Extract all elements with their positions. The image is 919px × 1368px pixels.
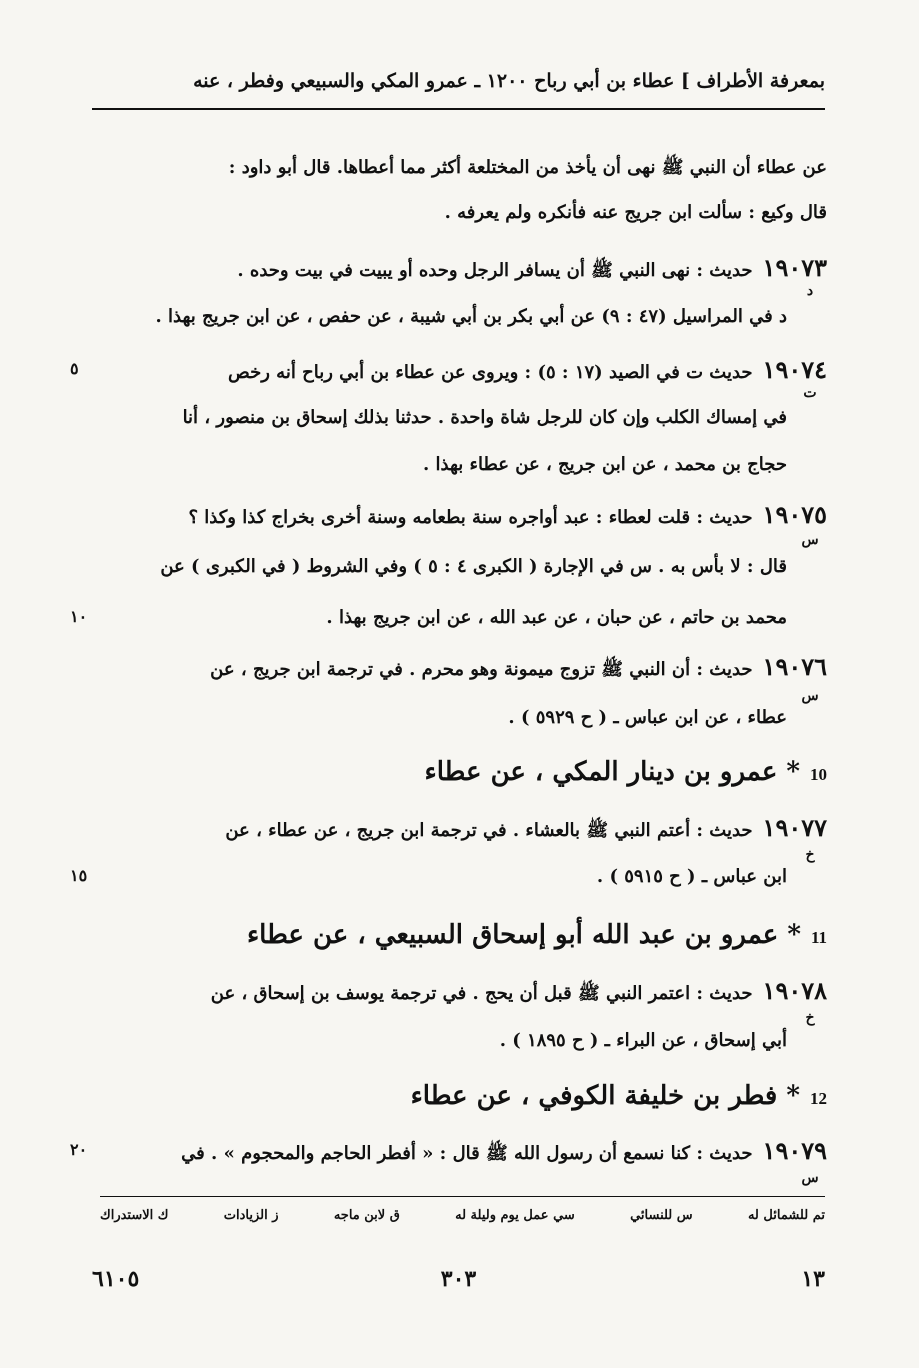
page-number-center: ٣٠٣ xyxy=(440,1266,477,1292)
section-number: 12 xyxy=(810,1089,827,1108)
line-number: ٢٠ xyxy=(70,1140,88,1159)
source-mark: س xyxy=(801,688,819,704)
page-number-left: ٦١٠٥ xyxy=(92,1266,140,1292)
footnote-item: تم للشمائل له xyxy=(747,1208,825,1223)
page-numbers xyxy=(92,1266,825,1296)
source-mark: خ xyxy=(805,847,815,863)
text-line: قال : لا بأس به . س في الإجارة ( الكبرى ٤ : ٥ ) وفي الشروط ( في الكبرى ) عن xyxy=(160,556,787,577)
hadith-entry-19079 xyxy=(97,1136,827,1169)
text-line: أبي إسحاق ، عن البراء ـ ( ح ١٨٩٥ ) . xyxy=(499,1030,787,1051)
text-line: قال وكيع : سألت ابن جريج عنه فأنكره ولم يعرفه . xyxy=(444,202,827,223)
hadith-entry-19078 xyxy=(97,976,827,1009)
hadith-number: ١٩٠٧٦ xyxy=(762,652,827,681)
hadith-number: ١٩٠٧٨ xyxy=(762,976,827,1005)
section-title: * فطر بن خليفة الكوفي ، عن عطاء xyxy=(410,1081,800,1111)
line-number: ٥ xyxy=(70,359,79,378)
section-title: * عمرو بن عبد الله أبو إسحاق السبيعي ، عن عطاء xyxy=(246,920,801,950)
hadith-entry-19074 xyxy=(97,355,827,388)
section-heading xyxy=(97,753,827,794)
text-line: محمد بن حاتم ، عن حبان ، عن عبد الله ، عن ابن جريج بهذا . xyxy=(326,607,787,628)
header-rule xyxy=(92,108,825,110)
footnote-abbreviations xyxy=(100,1208,825,1223)
line-number: ١٠ xyxy=(70,607,88,626)
hadith-number: ١٩٠٧٣ xyxy=(762,253,827,282)
footnote-rule xyxy=(100,1196,825,1197)
hadith-number: ١٩٠٧٤ xyxy=(762,355,827,384)
source-mark: خ xyxy=(805,1010,815,1026)
section-heading xyxy=(97,916,827,957)
hadith-text: حديث : اعتمر النبي ﷺ قبل أن يحج . في ترجمة يوسف بن إسحاق ، عن xyxy=(210,983,753,1004)
source-mark: د xyxy=(806,283,814,299)
hadith-text: حديث : أن النبي ﷺ تزوج ميمونة وهو محرم . في ترجمة ابن جريج ، عن xyxy=(210,659,753,680)
hadith-text: حديث : نهى النبي ﷺ أن يسافر الرجل وحده أو يبيت في بيت وحده . xyxy=(237,260,753,281)
line-number: ١٥ xyxy=(70,866,88,885)
hadith-number: ١٩٠٧٩ xyxy=(762,1136,827,1165)
hadith-text: حديث : كنا نسمع أن رسول الله ﷺ قال : « أفطر الحاجم والمحجوم » . في xyxy=(181,1143,753,1164)
hadith-text: حديث : أعتم النبي ﷺ بالعشاء . في ترجمة ابن جريج ، عن عطاء ، عن xyxy=(225,820,753,841)
section-number: 11 xyxy=(810,928,827,947)
text-line: عن عطاء أن النبي ﷺ نهى أن يأخذ من المختلعة أكثر مما أعطاها. قال أبو داود : xyxy=(228,157,827,178)
source-mark: س xyxy=(801,1170,819,1186)
hadith-entry-19073 xyxy=(97,253,827,286)
text-line: ابن عباس ـ ( ح ٥٩١٥ ) . xyxy=(596,866,787,887)
hadith-number: ١٩٠٧٧ xyxy=(762,813,827,842)
running-header: بمعرفة الأطراف ] عطاء بن أبي رباح ١٢٠٠ ـ عمرو المكي والسبيعي وفطر ، عنه xyxy=(193,70,825,92)
source-mark: ت xyxy=(803,385,817,401)
section-heading xyxy=(97,1077,827,1118)
hadith-entry-19075 xyxy=(97,500,827,533)
section-number: 10 xyxy=(810,765,827,784)
text-line: عطاء ، عن ابن عباس ـ ( ح ٥٩٢٩ ) . xyxy=(508,707,787,728)
section-title: * عمرو بن دينار المكي ، عن عطاء xyxy=(424,757,800,787)
text-line: د في المراسيل (٤٧ : ٩) عن أبي بكر بن أبي شيبة ، عن حفص ، عن ابن جريج بهذا . xyxy=(155,306,787,327)
text-line: حجاج بن محمد ، عن ابن جريج ، عن عطاء بهذا . xyxy=(423,454,787,475)
footnote-item: ق لابن ماجه xyxy=(333,1208,400,1223)
footnote-item: ز الزيادات xyxy=(223,1208,279,1223)
page-number-right: ١٣ xyxy=(801,1266,825,1292)
hadith-text: حديث ت في الصيد (١٧ : ٥) : ويروى عن عطاء بن أبي رباح أنه رخص xyxy=(228,362,753,383)
footnote-item: سي عمل يوم وليلة له xyxy=(455,1208,575,1223)
hadith-entry-19076 xyxy=(97,652,827,685)
footnote-item: س للنسائي xyxy=(630,1208,693,1223)
hadith-text: حديث : قلت لعطاء : عبد أواجره سنة بطعامه وسنة أخرى بخراج كذا وكذا ؟ xyxy=(188,507,753,528)
hadith-number: ١٩٠٧٥ xyxy=(762,500,827,529)
source-mark: س xyxy=(801,532,819,548)
hadith-entry-19077 xyxy=(97,813,827,846)
text-line: في إمساك الكلب وإن كان للرجل شاة واحدة . حدثنا بذلك إسحاق بن منصور ، أنا xyxy=(182,407,787,428)
footnote-item: ك الاستدراك xyxy=(100,1208,169,1223)
